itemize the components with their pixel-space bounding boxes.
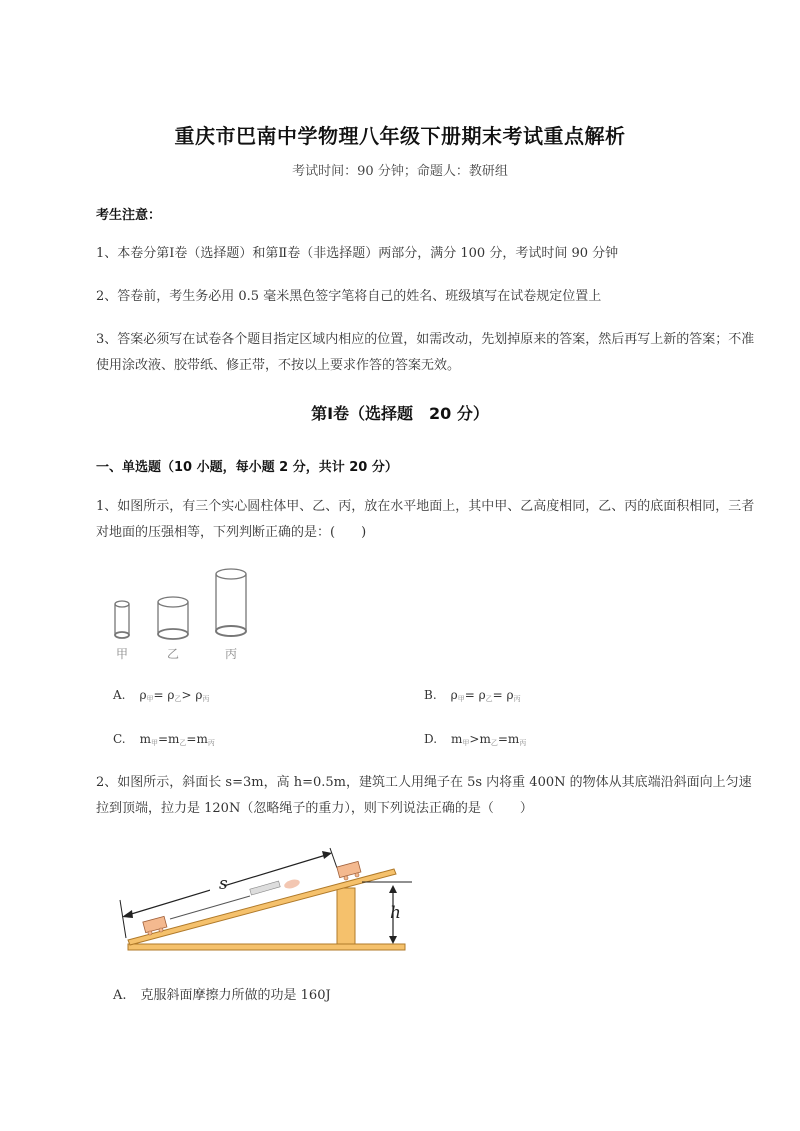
q2-option-a[interactable]: A. 克服斜面摩擦力所做的功是 160J [113, 988, 331, 1003]
cylinder-label-jia: 甲 [116, 647, 129, 661]
notice-heading: 考生注意： [96, 208, 162, 223]
incline-figure [110, 840, 420, 955]
cylinders-figure [105, 563, 265, 663]
q1-option-d[interactable]: D. $m_甲>m_乙=m_丙$ [424, 732, 527, 747]
exam-info: 考试时间：90 分钟；命题人：教研组 [292, 164, 508, 179]
question-1-text: 1、如图所示，有三个实心圆柱体甲、乙、丙，放在水平地面上，其中甲、乙高度相同，乙、丙的底面积相同，三者对地面的压强相等，下列判断正确的是：( ) [96, 499, 755, 540]
cylinder-label-yi: 乙 [167, 647, 180, 661]
cylinder-label-bing: 丙 [225, 647, 238, 661]
incline-label-h: h [390, 903, 401, 923]
question-2-text: 2、如图所示，斜面长 s=3m，高 h=0.5m，建筑工人用绳子在 5s 内将重 400N 的物体从其底端沿斜面向上匀速拉到顶端，拉力是 120N（忽略绳子的重力），则下列说法正确的是（ ） [96, 775, 752, 816]
section-subheading: 一、单选题（10 小题，每小题 2 分，共计 20 分） [96, 460, 398, 475]
section-title: 第Ⅰ卷（选择题 20 分） [311, 404, 489, 423]
q1-option-c[interactable]: C. $m_甲=m_乙=m_丙$ [113, 732, 215, 747]
q1-option-a[interactable]: A. $\rho_甲= \rho_乙> \rho_丙$ [113, 688, 210, 703]
page-title: 重庆市巴南中学物理八年级下册期末考试重点解析 [174, 124, 626, 148]
incline-label-s: s [219, 874, 228, 894]
q1-option-b[interactable]: B. $\rho_甲= \rho_乙= \rho_丙$ [424, 688, 521, 703]
notice-item-1: 1、本卷分第Ⅰ卷（选择题）和第Ⅱ卷（非选择题）两部分，满分 100 分，考试时间 90 分钟 [96, 246, 619, 261]
notice-item-2: 2、答卷前，考生务必用 0.5 毫米黑色签字笔将自己的姓名、班级填写在试卷规定位置上 [96, 289, 602, 304]
notice-item-3: 3、答案必须写在试卷各个题目指定区域内相应的位置，如需改动，先划掉原来的答案，然后再写上新的答案；不准使用涂改液、胶带纸、修正带，不按以上要求作答的答案无效。 [96, 332, 755, 373]
